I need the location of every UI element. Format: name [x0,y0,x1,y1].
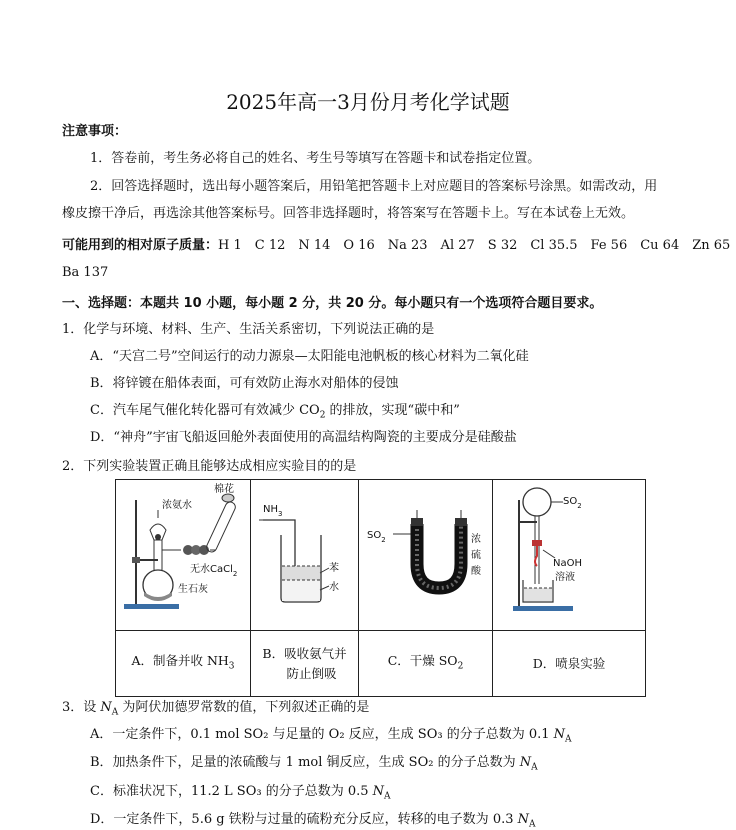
q3-option-c: C．标准状况下，11.2 L SO₃ 的分子总数为 0.5 $N_A$ [90,784,391,802]
ammonia-generation-apparatus [116,480,250,626]
label-benzene: 苯 [329,563,339,574]
q1-stem: 1．化学与环境、材料、生产、生活关系密切，下列说法正确的是 [62,322,435,337]
atomic-masses-line-1 [62,234,730,253]
q2-figure-c-cell [359,480,493,631]
label-acid-2: 硫 [471,550,481,561]
q1-option-d: D．“神舟”宇宙飞船返回舱外表面使用的高温结构陶瓷的主要成分是硅酸盐 [90,430,517,445]
ammonia-absorption-apparatus [251,480,358,626]
q2-option-a[interactable]: A．制备并收 $NH_3$ [116,631,251,697]
atomic-masses-values: H 1 C 12 N 14 O 16 Na 23 Al 27 S 32 Cl 35.5 Fe 56 Cu 64 Zn 65 [218,238,731,253]
exam-title: 2025年高一3月份月考化学试题 [226,90,510,114]
label-conc-ammonia: 浓氨水 [162,500,192,511]
notice-item-1: 1．答卷前，考生务必将自己的姓名、考生号等填写在答题卡和试卷指定位置。 [90,151,541,166]
label-water: 水 [329,582,339,593]
fountain-experiment-apparatus [493,480,645,626]
section-1-heading: 一、选择题：本题共 10 小题，每小题 2 分，共 20 分。每小题只有一个选项符合题目要求。 [62,296,603,311]
q2-option-c[interactable]: C．干燥 $SO_2$ [359,631,493,697]
q1-option-a: A．“天宫二号”空间运行的动力源泉—太阳能电池帆板的核心材料为二氧化硅 [90,349,529,364]
atomic-masses-label: 可能用到的相对原子质量： [62,238,219,253]
u-tube-drying-apparatus [359,480,492,626]
notice-heading: 注意事项： [62,124,128,139]
label-so2-flask: $SO_2$ [563,496,582,510]
q3-option-a: A．一定条件下，0.1 mol SO₂ 与足量的 O₂ 反应，生成 SO₃ 的分子总数为 0.1 $N_A$ [90,727,572,745]
label-so2-inlet: $SO_2$ [367,530,386,544]
label-naoh: NaOH [553,558,582,569]
label-anhydrous-cacl2: 无水CaCl$_2$ [190,564,238,578]
label-solution: 溶液 [555,572,575,583]
q3-option-b: B．加热条件下，足量的浓硫酸与 1 mol 铜反应，生成 SO₂ 的分子总数为 $N_A$ [90,755,538,773]
q3-stem: 3．设 $N_A$ 为阿伏加德罗常数的值，下列叙述正确的是 [62,700,370,718]
label-acid-3: 酸 [471,566,481,577]
q2-figure-a-cell [116,480,251,631]
atomic-masses-line-2: Ba 137 [62,265,109,280]
notice-item-2-line-2: 橡皮擦干净后，再选涂其他答案标号。回答非选择题时，将答案写在答题卡上。写在本试卷上无效。 [62,206,635,221]
q3-option-d: D．一定条件下，5.6 g 铁粉与过量的硫粉充分反应，转移的电子数为 0.3 $N_A$ [90,812,536,830]
notice-item-2-line-1: 2．回答选择题时，选出每小题答案后，用铅笔把答题卡上对应题目的答案标号涂黑。如需改动，用 [90,179,658,194]
label-cotton: 棉花 [214,484,234,495]
label-quicklime: 生石灰 [178,584,208,595]
q1-option-b: B．将锌镀在船体表面，可有效防止海水对船体的侵蚀 [90,376,399,391]
label-nh3: $NH_3$ [263,504,283,518]
q2-option-b[interactable]: B．吸收氨气并 防止倒吸 [251,631,359,697]
q2-figure-d-cell [493,480,646,631]
q2-apparatus-table [115,479,646,697]
q2-stem: 2．下列实验装置正确且能够达成相应实验目的的是 [62,459,357,474]
label-acid-1: 浓 [471,534,481,545]
q1-option-c: C．汽车尾气催化转化器可有效减少 $CO_2$ 的排放，实现“碳中和” [90,403,460,421]
q2-option-d[interactable]: D．喷泉实验 [493,631,646,697]
q2-figure-b-cell [251,480,359,631]
